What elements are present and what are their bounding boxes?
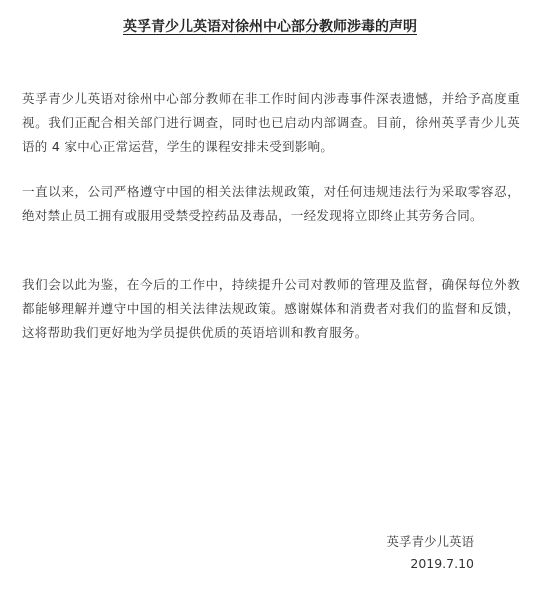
document-title: 英孚青少儿英语对徐州中心部分教师涉毒的声明 bbox=[123, 19, 417, 35]
paragraph-commitment: 我们会以此为鉴，在今后的工作中，持续提升公司对教师的管理及监督，确保每位外教都能够理解并遵守中国的相关法律法规政策。感谢媒体和消费者对我们的监督和反馈，这将帮助我们更好地为学员提供优质的英语培训和教育服务。 bbox=[22, 277, 520, 340]
signature-date: 2019.7.10 bbox=[410, 556, 474, 571]
paragraph-policy: 一直以来，公司严格遵守中国的相关法律法规政策，对任何违规违法行为采取零容忍，绝对禁止员工拥有或服用受禁受控药品及毒品，一经发现将立即终止其劳务合同。 bbox=[22, 184, 520, 223]
paragraph-investigation: 英孚青少儿英语对徐州中心部分教师在非工作时间内涉毒事件深表遗憾，并给予高度重视。我们正配合相关部门进行调查，同时也已启动内部调查。目前，徐州英孚青少儿英语的 4 家中心正常运营，学生的课程安排未受到影响。 bbox=[22, 91, 520, 154]
signature-organization: 英孚青少儿英语 bbox=[386, 534, 474, 549]
